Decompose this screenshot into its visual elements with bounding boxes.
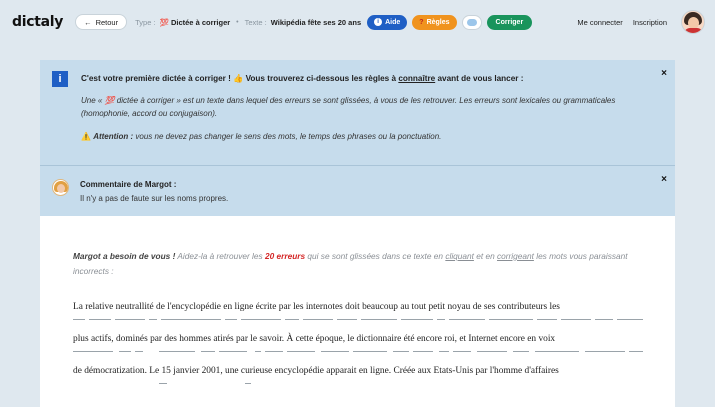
login-link[interactable]: Me connecter — [577, 17, 623, 27]
blank-underline — [513, 351, 529, 352]
blank-underline — [321, 351, 349, 352]
blank-underline — [225, 319, 237, 320]
text-line[interactable]: La relative neutrallité de l'encyclopédie en ligne écrite par les internotes doit beaucoup au tout petit noyau de ses contributeurs les — [73, 302, 560, 312]
help-button-label: Aide — [385, 18, 401, 26]
blank-underline — [353, 351, 387, 352]
close-icon[interactable]: × — [661, 174, 667, 185]
info-block — [40, 60, 675, 166]
speech-bubble-icon — [467, 19, 477, 26]
blank-underline — [337, 319, 357, 320]
intro-text: Margot a besoin de vous ! Aidez-la à retrouver les 20 erreurs qui se sont glissées dans ce texte en cliquant et en corrigeant les mots vous paraissant incorrects : — [73, 251, 628, 276]
word-blanks — [73, 345, 642, 359]
blank-underline — [595, 319, 613, 320]
clicking-link[interactable]: cliquant — [445, 251, 474, 261]
blank-underline — [535, 351, 579, 352]
comment-text: Il n'y a pas de faute sur les noms propres. — [80, 194, 229, 203]
blank-underline — [413, 351, 433, 352]
blank-underline — [73, 319, 85, 320]
blank-underline — [245, 383, 251, 384]
rules-button[interactable] — [412, 15, 456, 30]
blank-underline — [303, 319, 333, 320]
type-label: Type : — [135, 17, 156, 27]
rules-button-label: Règles — [426, 18, 450, 26]
blank-underline — [241, 319, 281, 320]
user-avatar[interactable] — [681, 10, 705, 34]
back-button-label: Retour — [95, 17, 119, 27]
help-button[interactable] — [367, 15, 407, 30]
text-value: Wikipédia fête ses 20 ans — [270, 17, 362, 27]
blank-underline — [255, 351, 261, 352]
error-count: 20 erreurs — [264, 251, 306, 261]
blank-underline — [285, 319, 299, 320]
blank-underline — [119, 351, 131, 352]
blank-underline — [617, 319, 643, 320]
blank-underline — [219, 351, 247, 352]
chat-button[interactable] — [462, 15, 482, 30]
correct-button-label: Corriger — [495, 18, 524, 26]
blank-underline — [361, 319, 397, 320]
info-icon: i — [374, 18, 382, 26]
blank-underline — [453, 351, 471, 352]
correct-button[interactable] — [487, 15, 533, 30]
correcting-link[interactable]: corrigeant — [497, 251, 534, 261]
back-button[interactable] — [75, 14, 127, 30]
blank-underline — [585, 351, 625, 352]
blank-underline — [161, 319, 221, 320]
text-line[interactable]: de démocratization. Le 15 janvier 2001, une curieuse encyclopédie apparait en ligne. Créée aux Etats-Unis par l'homme d'affaires — [73, 366, 559, 376]
close-icon[interactable]: × — [661, 68, 667, 79]
blank-underline — [201, 351, 215, 352]
blank-underline — [629, 351, 643, 352]
info-icon: i — [52, 71, 68, 87]
blank-underline — [439, 351, 449, 352]
top-bar — [0, 0, 715, 44]
margot-avatar — [52, 179, 69, 196]
blank-underline — [135, 351, 143, 352]
info-description: Une « 💯 dictée à corriger » est un texte dans lequel des erreurs se sont glissées, à vous de les retrouver. Les erreurs sont lexicales ou grammaticales (homophonie, accord ou conjugaison). — [81, 96, 616, 118]
text-line[interactable]: plus actifs, dominés par des hommes atirés par le savoir. À cette époque, le dictionnaire été encore roi, et Internet encore en voix — [73, 334, 556, 344]
signup-link[interactable]: Inscription — [632, 17, 667, 27]
separator: • — [236, 18, 239, 26]
dictation-content — [40, 216, 675, 407]
blank-underline — [401, 319, 433, 320]
blank-underline — [437, 319, 445, 320]
info-title: C'est votre première dictée à corriger ! 👍 Vous trouverez ci-dessous les règles à connaître avant de vous lancer : — [81, 74, 524, 83]
text-label: Texte : — [244, 17, 267, 27]
blank-underline — [477, 351, 507, 352]
know-link[interactable]: connaître — [398, 74, 436, 83]
blank-underline — [159, 351, 195, 352]
blank-underline — [393, 351, 409, 352]
blank-underline — [73, 351, 113, 352]
comment-title: Commentaire de Margot : — [80, 180, 177, 189]
warning-icon: ⚠️ — [81, 132, 94, 141]
blank-underline — [537, 319, 557, 320]
blank-underline — [149, 319, 157, 320]
comment-block — [40, 166, 675, 216]
blank-underline — [265, 351, 283, 352]
blank-underline — [115, 319, 145, 320]
rules-panel — [40, 60, 675, 216]
word-blanks — [73, 377, 642, 391]
blank-underline — [89, 319, 111, 320]
word-blanks — [73, 313, 642, 327]
blank-underline — [159, 383, 167, 384]
logo[interactable]: dictaly — [12, 14, 64, 30]
arrow-left-icon: ← — [84, 17, 92, 27]
blank-underline — [449, 319, 485, 320]
question-icon: ? — [419, 18, 424, 26]
blank-underline — [561, 319, 591, 320]
type-value: 💯 Dictée à corriger — [159, 17, 231, 27]
blank-underline — [489, 319, 533, 320]
blank-underline — [287, 351, 315, 352]
attention-note: ⚠️ Attention : vous ne devez pas changer le sens des mots, le temps des phrases ou la ponctuation. — [81, 132, 442, 141]
